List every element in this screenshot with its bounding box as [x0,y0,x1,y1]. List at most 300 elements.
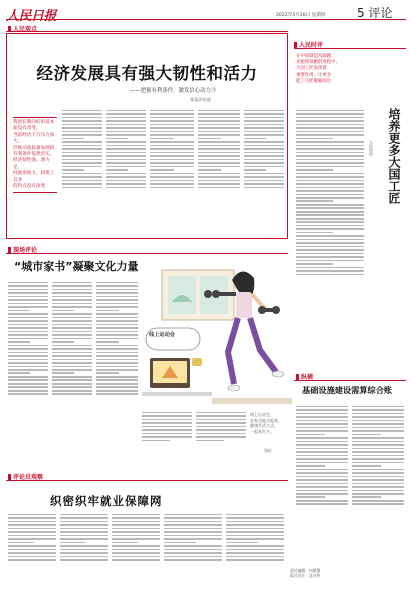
body-text-line [62,117,102,119]
body-text-line [96,359,138,361]
body-text-line [96,327,138,329]
body-text-line [296,214,364,216]
date-line: 2022年5月26日 星期四 [276,13,326,18]
review-headline: 织密织牢就业保障网 [50,494,163,508]
body-text-line [296,423,348,425]
body-text-line [296,145,364,147]
body-text-line [244,176,284,178]
body-text-line [150,159,194,161]
body-text-line [244,110,284,112]
body-text-line [196,422,246,424]
body-text-line [96,306,138,308]
body-text-line [62,180,102,182]
body-text-line [52,372,74,374]
body-text-line [8,379,48,381]
body-text-line [8,552,56,554]
body-text-line [352,476,404,478]
illustration-label: 线上运动会 [149,332,175,338]
body-text-line [226,559,284,561]
body-text-line [196,440,224,442]
review-body-col-1 [8,512,56,588]
body-text-line [296,127,364,129]
body-text-line [60,535,108,537]
body-text-line [198,127,240,129]
body-text-line [296,176,364,178]
body-text-line [112,549,160,551]
body-text-line [352,458,404,460]
body-text-line [352,423,404,425]
body-text-line [296,225,364,227]
body-text-line [196,429,246,431]
body-text-line [196,415,246,417]
section-rule-notes [294,380,406,381]
body-text-line [8,355,48,357]
body-text-line [8,376,48,378]
body-text-line [244,131,284,133]
body-text-line [96,362,138,364]
body-text-line [296,183,364,185]
body-text-line [296,413,348,415]
body-text-line [296,274,364,276]
scene-body-col-2 [52,280,92,460]
body-text-line [198,117,240,119]
body-text-line [352,465,381,467]
body-text-line [244,159,284,161]
body-text-line [8,528,56,530]
body-text-line [164,559,222,561]
body-text-line [198,176,240,178]
body-text-line [198,162,240,164]
body-text-line [150,145,194,147]
body-text-line [52,320,92,322]
review-body-col-5 [226,512,284,588]
body-text-line [52,334,92,336]
body-text-line [296,204,364,206]
body-text-line [244,169,266,171]
body-text-line [198,159,240,161]
body-text-line [62,159,102,161]
body-text-line [62,155,102,157]
body-text-line [296,496,325,498]
body-text-line [352,437,404,439]
body-text-line [164,542,196,544]
body-text-line [226,517,284,519]
body-text-line [352,479,404,481]
body-text-line [8,285,48,287]
body-text-line [244,113,284,115]
body-text-line [62,166,102,168]
body-text-line [52,383,92,385]
body-text-line [8,521,56,523]
body-text-line [142,422,192,424]
body-text-line [8,531,56,533]
body-text-line [96,303,138,305]
body-text-line [296,441,348,443]
body-text-line [112,524,160,526]
body-text-line [112,528,160,530]
body-text-line [52,345,92,347]
body-text-line [8,542,34,544]
body-text-line [96,292,138,294]
body-text-line [106,141,146,143]
body-text-line [244,183,284,185]
body-text-line [52,306,92,308]
body-text-line [296,416,348,418]
body-text-line [112,545,160,547]
body-text-line [164,531,222,533]
body-text-line [112,556,160,558]
body-text-line [150,176,194,178]
body-text-line [96,369,138,371]
body-text-line [96,334,138,336]
body-text-line [106,159,146,161]
main-subheadline: ——把握有利条件，激发信心动力③ [130,88,217,94]
body-text-line [8,549,56,551]
body-text-line [296,113,364,115]
body-text-line [8,362,48,364]
body-text-line [96,313,138,315]
body-text-line [142,440,170,442]
sidebar-blurb-line: 能工巧匠脱颖而出 [296,78,332,84]
sidebar-body [296,108,364,368]
blurb-line: 我国长期向好的基本面没有改变， [13,120,55,132]
body-text-line [296,235,364,237]
body-text-line [244,124,284,126]
body-text-line [8,313,48,315]
blurb-line: 经济韧性强、潜力足、 [13,158,50,170]
body-text-line [296,173,364,175]
illustration-caption [250,412,282,434]
body-text-line [52,359,92,361]
body-text-line [352,469,404,471]
body-text-line [52,303,92,305]
body-text-line [296,406,348,408]
body-text-line [8,517,56,519]
body-text-line [62,152,102,154]
body-text-line [96,299,138,301]
body-text-line [8,331,48,333]
body-text-line [8,338,48,340]
body-text-line [296,141,364,143]
body-text-line [296,260,364,262]
body-text-line [164,521,222,523]
body-text-line [164,556,222,558]
body-text-line [106,183,146,185]
body-text-line [226,549,284,551]
body-text-line [52,355,92,357]
body-text-line [60,514,108,516]
body-text-line [244,138,266,140]
body-text-line [96,282,138,284]
body-text-line [112,535,160,537]
body-text-line [106,110,146,112]
body-text-line [96,310,119,312]
body-text-line [198,173,240,175]
body-text-line [8,306,48,308]
body-text-line [296,138,333,140]
body-text-line [96,285,138,287]
body-text-line [296,462,348,464]
body-text-line [8,390,48,392]
body-text-line [62,131,102,133]
body-text-line [352,416,404,418]
body-text-line [106,113,146,115]
blurb-line: 的特点没有改变 [13,184,46,190]
caption-line: 线上运动会， [250,412,274,417]
notes-headline: 基础设施建设需算综合账 [302,385,393,395]
body-text-line [296,159,364,161]
body-text-line [96,317,138,319]
body-text-line [198,169,221,171]
body-text-line [226,528,284,530]
body-text-line [150,113,194,115]
body-text-line [244,127,284,129]
body-text-line [8,327,48,329]
body-text-line [8,348,48,350]
body-text-line [8,524,56,526]
body-text-line [244,162,284,164]
body-text-line [62,110,102,112]
scene-body-col-4 [142,410,192,460]
body-text-line [62,138,84,140]
body-text-line [296,190,364,192]
caption-line: 在家也能动起来， [250,417,282,423]
blurb-line: 有利条件依然坚实， [13,152,55,158]
body-text-line [296,448,348,450]
body-text-line [150,141,194,143]
body-text-line [62,124,102,126]
body-text-line [52,324,92,326]
section-rule-review [6,480,288,481]
body-text-line [244,173,284,175]
body-text-line [96,345,138,347]
body-text-line [352,444,404,446]
body-text-line [8,289,48,291]
body-text-line [62,173,102,175]
body-text-line [96,376,138,378]
section-tag-sidebar: 人民时评 [294,40,323,49]
body-text-line [150,134,194,136]
body-text-line [352,420,404,422]
body-text-line [352,483,404,485]
body-text-line [198,180,240,182]
body-text-line [352,430,404,432]
body-text-line [106,173,146,175]
body-text-line [352,462,404,464]
body-text-line [96,355,138,357]
body-text-line [296,479,348,481]
body-text-line [226,545,284,547]
body-text-line [60,528,108,530]
body-text-line [52,341,74,343]
body-text-line [296,483,348,485]
body-text-line [296,134,364,136]
body-text-line [62,127,102,129]
body-text-line [142,419,192,421]
body-text-line [244,152,284,154]
body-text-line [196,412,246,414]
body-text-line [198,141,240,143]
body-text-line [226,538,284,540]
body-text-line [62,134,102,136]
body-text-line [150,110,194,112]
body-text-line [52,393,92,395]
body-text-line [8,341,30,343]
body-text-line [52,296,92,298]
body-text-line [142,436,192,438]
body-text-line [60,559,108,561]
body-text-line [106,117,146,119]
body-text-line [150,162,194,164]
body-text-line [106,138,128,140]
body-text-line [226,552,284,554]
footer-line: 版式设计：沈亦伶 [290,573,321,579]
body-text-line [244,120,284,122]
body-text-line [96,338,138,340]
section-rule-main [6,31,288,32]
main-body-col-5 [244,108,284,236]
body-text-line [142,415,192,417]
body-text-line [352,451,404,453]
body-text-line [106,176,146,178]
body-text-line [8,352,48,354]
section-rule-scene [6,253,288,254]
body-text-line [198,148,240,150]
body-text-line [296,218,364,220]
sidebar-headline: 培养更多大国工匠 [387,108,401,204]
body-text-line [52,317,92,319]
body-text-line [60,517,108,519]
body-text-line [52,299,92,301]
review-body-col-2 [60,512,108,588]
body-text-line [352,486,404,488]
body-text-line [296,444,348,446]
body-text-line [226,542,258,544]
review-body-col-3 [112,512,160,588]
body-text-line [112,552,160,554]
body-text-line [96,289,138,291]
body-text-line [52,348,92,350]
body-text-line [352,448,404,450]
body-text-line [106,180,146,182]
body-text-line [112,542,138,544]
body-text-line [296,455,348,457]
sidebar-blurb-line: 并跑到领跑的进程中， [296,60,340,66]
body-text-line [296,155,364,157]
body-text-line [150,148,194,150]
body-text-line [8,372,30,374]
body-text-line [352,441,404,443]
body-text-line [8,324,48,326]
body-text-line [150,187,194,189]
body-text-line [52,369,92,371]
body-text-line [150,124,194,126]
body-text-line [296,246,364,248]
body-text-line [96,352,138,354]
body-text-line [198,183,240,185]
section-rule-sidebar [294,48,406,49]
body-text-line [52,310,74,312]
body-text-line [150,131,194,133]
body-text-line [8,299,48,301]
body-text-line [142,412,192,414]
section-tag-review: 评论员观察 [8,472,43,481]
scene-body-col-1 [8,280,48,460]
body-text-line [62,148,102,150]
body-text-line [96,383,138,385]
section-tag-main: 人民观点 [8,24,37,33]
body-text-line [52,327,92,329]
body-text-line [226,556,284,558]
body-text-line [296,267,364,269]
body-text-line [52,313,92,315]
body-text-line [106,169,128,171]
body-text-line [296,200,333,202]
body-text-line [244,187,284,189]
body-text-line [164,549,222,551]
body-text-line [198,124,240,126]
body-text-line [296,253,364,255]
notes-body-col-2 [352,404,404,562]
section-tag-scene: 现场评论 [8,245,37,254]
body-text-line [106,120,146,122]
body-text-line [8,345,48,347]
body-text-line [96,386,138,388]
body-text-line [112,538,160,540]
body-text-line [352,409,404,411]
body-text-line [352,455,404,457]
body-text-line [8,317,48,319]
body-text-line [296,500,348,502]
main-body-col-3 [150,108,194,236]
scene-body-col-3 [96,280,138,460]
body-text-line [112,514,160,516]
body-text-line [96,372,119,374]
body-text-line [106,131,146,133]
body-text-line [198,134,240,136]
body-text-line [8,303,48,305]
body-text-line [62,162,102,164]
body-text-line [52,292,92,294]
body-text-line [296,437,348,439]
body-text-line [52,282,92,284]
body-text-line [96,320,138,322]
body-text-line [62,113,102,115]
sidebar-blurb-line: 在中国制造从跟跑、 [296,54,336,59]
notes-body-col-1 [296,404,348,562]
body-text-line [96,390,138,392]
body-text-line [8,535,56,537]
caption-line: 一起来打卡。 [250,428,274,434]
body-text-line [296,451,348,453]
body-text-line [52,362,92,364]
body-text-line [60,549,108,551]
main-blurb [13,117,57,193]
body-text-line [296,180,364,182]
body-text-line [8,386,48,388]
scene-headline: “城市家书”凝聚文化力量 [14,260,139,273]
body-text-line [198,131,240,133]
body-text-line [164,538,222,540]
body-text-line [226,524,284,526]
body-text-line [164,524,222,526]
body-text-line [62,187,102,189]
body-text-line [60,556,108,558]
body-text-line [244,145,284,147]
blurb-line: 但推动高质量发展的 [13,145,55,151]
body-text-line [296,420,348,422]
body-text-line [296,228,364,230]
